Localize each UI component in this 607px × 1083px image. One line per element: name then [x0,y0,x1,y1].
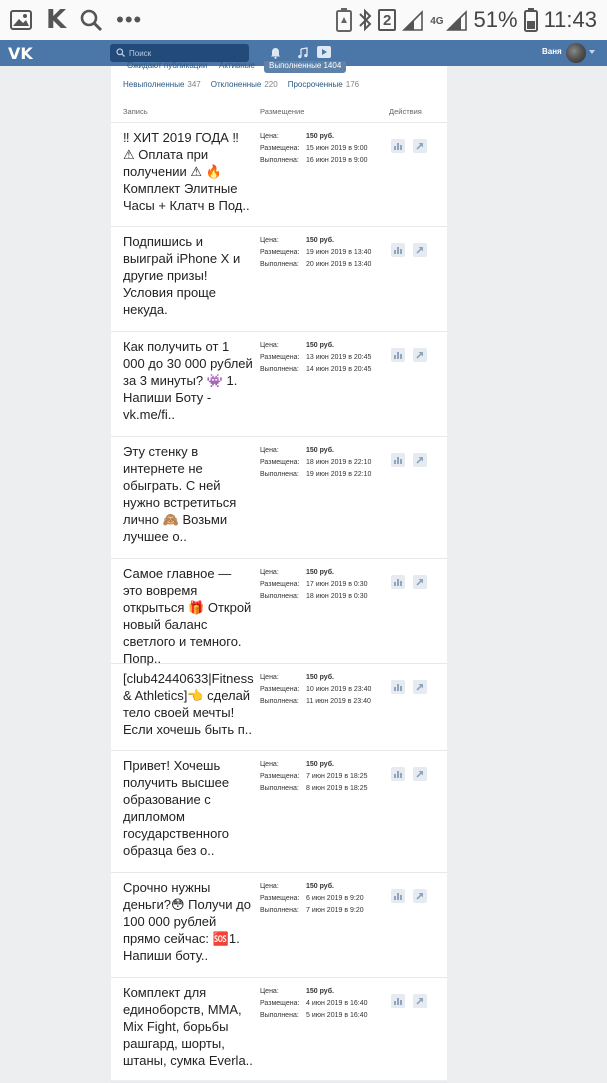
stats-button[interactable] [391,453,405,467]
stats-button[interactable] [391,348,405,362]
row-actions [391,243,427,257]
row-actions [391,680,427,694]
done-label: Выполнена: [260,157,299,164]
done-label: Выполнена: [260,785,299,792]
done-line [260,155,382,167]
go-to-post-button[interactable] [413,767,427,781]
price-value: 150 руб. [306,674,334,681]
tab-active[interactable]: Активные [219,61,255,70]
done-label: Выполнена: [260,593,299,600]
price-label: Цена: [260,674,279,681]
go-to-post-button[interactable] [413,994,427,1008]
placed-label: Размещена: [260,145,300,152]
price-line [260,672,382,684]
placed-line [260,579,382,591]
placement-info [260,340,382,376]
placement-info [260,567,382,603]
table-row [111,332,447,437]
bar-chart-icon [394,579,402,586]
price-label: Цена: [260,237,279,244]
placed-label: Размещена: [260,581,300,588]
price-label: Цена: [260,447,279,454]
post-preview-link[interactable]: ‼ ХИТ 2019 ГОДА ‼ ⚠ Оплата при получении ⚠ 🔥 Комплект Элитные Часы + Клатч в Под.. [123,130,250,213]
done-line [260,469,382,481]
placed-line [260,893,382,905]
placed-value: 4 июн 2019 в 16:40 [306,1000,368,1007]
placement-info [260,672,382,708]
placed-label: Размещена: [260,459,300,466]
done-value: 18 июн 2019 в 0:30 [306,593,368,600]
placed-line [260,998,382,1010]
post-preview-link[interactable]: Комплект для единоборств, MMA, Mix Fight, борьбы рашгард, шорты, штаны, сумка Everla.. [123,985,253,1068]
table-row [111,978,447,1083]
placement-info [260,881,382,917]
placed-line [260,143,382,155]
row-actions [391,453,427,467]
done-line [260,1010,382,1022]
arrow-up-right-icon [416,892,424,900]
price-line [260,340,382,352]
search-icon [80,9,102,31]
go-to-post-button[interactable] [413,139,427,153]
placed-value: 19 июн 2019 в 13:40 [306,249,372,256]
stats-button[interactable] [391,243,405,257]
price-label: Цена: [260,761,279,768]
placement-info [260,986,382,1022]
bluetooth-icon [358,8,372,32]
price-value: 150 руб. [306,988,334,995]
tab-waiting[interactable]: Ожидают публикации [127,61,208,70]
done-value: 7 июн 2019 в 9:20 [306,907,364,914]
gallery-icon [10,10,32,30]
price-label: Цена: [260,988,279,995]
tab-count: 176 [345,80,360,89]
price-line [260,759,382,771]
signal-icon-2 [446,9,468,31]
table-row [111,751,447,873]
placed-label: Размещена: [260,686,300,693]
post-preview-link[interactable]: Самое главное — это вовремя открыться 🎁 Открой новый баланс светлого и темного. Попр.. [123,566,252,666]
placed-line [260,771,382,783]
done-label: Выполнена: [260,471,299,478]
table-row [111,123,447,227]
done-value: 20 июн 2019 в 13:40 [306,261,372,268]
price-label: Цена: [260,342,279,349]
price-value: 150 руб. [306,447,334,454]
search-icon [116,44,125,62]
done-line [260,364,382,376]
price-line [260,131,382,143]
price-line [260,986,382,998]
stats-button[interactable] [391,680,405,694]
price-value: 150 руб. [306,761,334,768]
tab-not-completed[interactable] [123,80,201,89]
stats-button[interactable] [391,575,405,589]
bar-chart-icon [394,247,402,254]
signal-icon [402,9,424,31]
done-label: Выполнена: [260,366,299,373]
price-line [260,235,382,247]
arrow-up-right-icon [416,997,424,1005]
price-label: Цена: [260,883,279,890]
done-label: Выполнена: [260,1012,299,1019]
bar-chart-icon [394,143,402,150]
done-label: Выполнена: [260,907,299,914]
table-row [111,559,447,664]
arrow-up-right-icon [416,578,424,586]
arrow-up-right-icon [416,142,424,150]
table-row [111,873,447,978]
arrow-up-right-icon [416,246,424,254]
table-row [111,227,447,332]
clock: 11:43 [543,7,597,32]
tab-completed[interactable]: Выполненные 1404 [264,61,346,73]
placed-value: 6 июн 2019 в 9:20 [306,895,364,902]
price-value: 150 руб. [306,883,334,890]
placed-label: Размещена: [260,773,300,780]
done-value: 11 июн 2019 в 23:40 [306,698,371,705]
column-header-placement: Размещение [260,107,305,116]
bar-chart-icon [394,771,402,778]
tab-count: 220 [264,80,278,89]
bar-chart-icon [394,684,402,691]
done-line [260,591,382,603]
stats-button[interactable] [391,767,405,781]
price-line [260,881,382,893]
post-preview-link[interactable]: Подпишись и выиграй iPhone X и другие призы! Условия проще некуда. [123,234,241,317]
arrow-up-right-icon [416,683,424,691]
price-value: 150 руб. [306,342,334,349]
placement-info [260,445,382,481]
placed-line [260,457,382,469]
tab-count: 347 [187,80,201,89]
row-actions [391,889,427,903]
placement-info [260,235,382,271]
go-to-post-button[interactable] [413,453,427,467]
done-value: 5 июн 2019 в 16:40 [306,1012,368,1019]
placement-info [260,131,382,167]
placed-line [260,247,382,259]
tabs-row-top [111,61,447,74]
k-app-icon: K [46,5,67,35]
placed-value: 13 июн 2019 в 20:45 [306,354,372,361]
user-name[interactable]: Ваня [542,47,562,56]
search-input[interactable] [129,49,239,58]
placed-value: 7 июн 2019 в 18:25 [306,773,368,780]
placed-line [260,684,382,696]
bar-chart-icon [394,998,402,1005]
bar-chart-icon [394,893,402,900]
price-value: 150 руб. [306,569,334,576]
sim-slot-icon: 2 [378,9,396,31]
arrow-up-right-icon [416,456,424,464]
placement-info [260,759,382,795]
go-to-post-button[interactable] [413,575,427,589]
tab-overdue[interactable] [288,80,359,89]
tab-rejected[interactable] [211,80,278,89]
row-actions [391,139,427,153]
chevron-down-icon[interactable] [589,50,595,54]
tab-label: Отклоненные [210,80,262,89]
bar-chart-icon [394,352,402,359]
placed-label: Размещена: [260,249,300,256]
price-value: 150 руб. [306,133,334,140]
done-label: Выполнена: [260,698,299,705]
avatar[interactable] [566,43,586,63]
price-line [260,445,382,457]
done-line [260,259,382,271]
done-value: 16 июн 2019 в 9:00 [306,157,368,164]
arrow-up-right-icon [416,770,424,778]
done-line [260,905,382,917]
placed-label: Размещена: [260,354,300,361]
status-bar [0,0,607,40]
price-line [260,567,382,579]
vk-logo[interactable]: VK [8,44,33,63]
placed-label: Размещена: [260,1000,300,1007]
column-header-post: Запись [123,107,148,116]
table-header [111,104,447,123]
orders-list [111,123,447,1083]
placed-label: Размещена: [260,895,300,902]
recycle-battery-icon [336,8,352,32]
done-value: 8 июн 2019 в 18:25 [306,785,368,792]
tab-label: Невыполненные [123,80,185,89]
placed-value: 15 июн 2019 в 9:00 [306,145,368,152]
price-label: Цена: [260,133,279,140]
done-line [260,783,382,795]
row-actions [391,575,427,589]
row-actions [391,767,427,781]
post-preview-link[interactable]: Как получить от 1 000 до 30 000 рублей за 3 минуты? 👾 1. Напиши Боту - vk.me/fi.. [123,339,253,422]
post-preview-link[interactable]: Срочно нужны деньги?😳 Получи до 100 000 рублей прямо сейчас: 🆘1. Напиши боту.. [123,880,252,963]
more-icon: ••• [116,7,143,32]
bar-chart-icon [394,457,402,464]
placed-value: 18 июн 2019 в 22:10 [306,459,372,466]
column-header-actions: Действия [389,107,422,116]
post-preview-link[interactable]: Привет! Хочешь получить высшее образование с дипломом государственного образца без о.. [123,758,230,858]
placed-value: 10 июн 2019 в 23:40 [306,686,372,693]
done-line [260,696,382,708]
table-row [111,437,447,559]
post-preview-link[interactable]: Эту стенку в интернете не обыграть. С ней нужно встретиться лично 🙈 Возьми лучшее о.. [123,444,237,544]
go-to-post-button[interactable] [413,889,427,903]
battery-icon [524,8,538,32]
row-actions [391,348,427,362]
stats-button[interactable] [391,139,405,153]
stats-button[interactable] [391,889,405,903]
tabs-row-bottom [123,80,359,89]
ads-orders-card [111,61,447,1080]
go-to-post-button[interactable] [413,680,427,694]
go-to-post-button[interactable] [413,348,427,362]
row-actions [391,994,427,1008]
table-row [111,664,447,751]
stats-button[interactable] [391,994,405,1008]
post-preview-link[interactable]: [club42440633|Fitness & Athletics]👈 сделай тело своей мечты! Если хочешь быть п.. [123,671,254,737]
arrow-up-right-icon [416,351,424,359]
done-label: Выполнена: [260,261,299,268]
go-to-post-button[interactable] [413,243,427,257]
battery-level: 51% [473,7,518,32]
price-value: 150 руб. [306,237,334,244]
done-value: 14 июн 2019 в 20:45 [306,366,372,373]
search-box[interactable] [110,44,249,62]
price-label: Цена: [260,569,279,576]
placed-value: 17 июн 2019 в 0:30 [306,581,368,588]
network-type: 4G [430,16,444,27]
placed-line [260,352,382,364]
tab-label: Просроченные [287,80,343,89]
done-value: 19 июн 2019 в 22:10 [306,471,372,478]
